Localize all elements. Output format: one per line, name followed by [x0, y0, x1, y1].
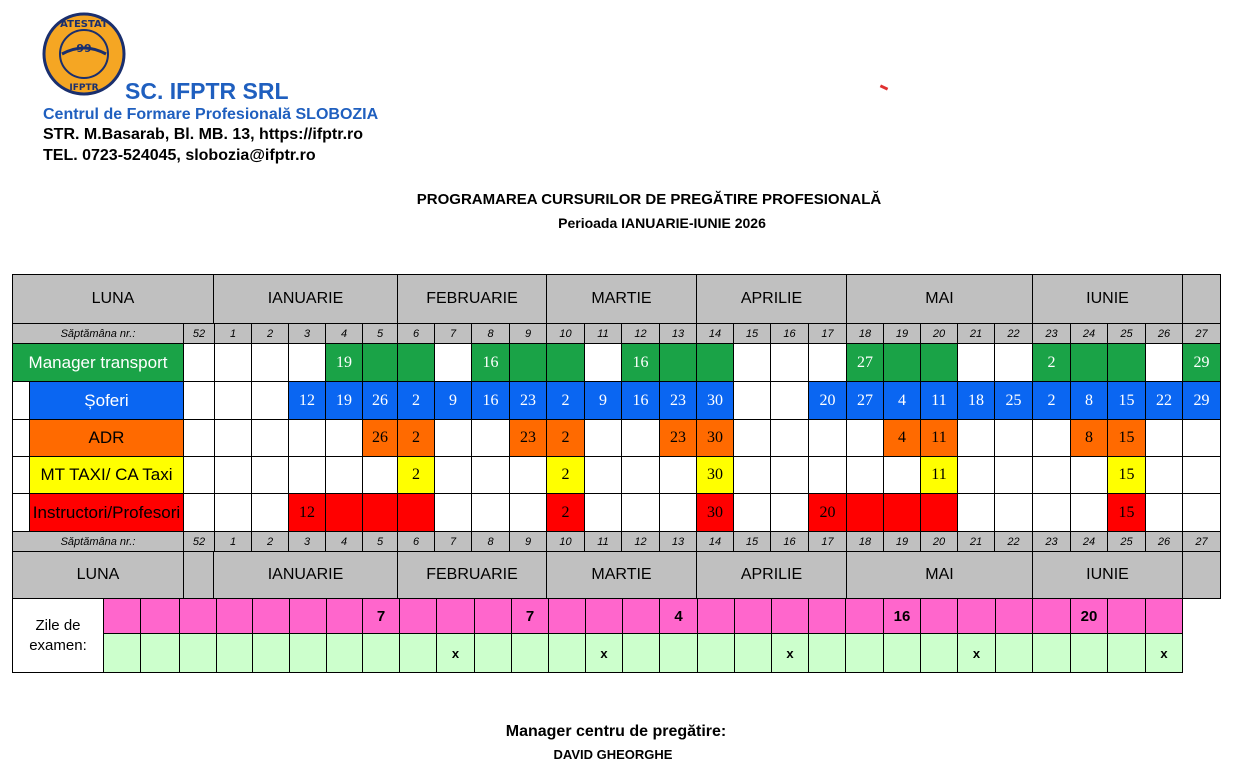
- schedule-cell: [510, 457, 547, 494]
- exam-day-cell: [180, 599, 217, 634]
- week-number-21: 21: [958, 324, 995, 344]
- row-label-adr: ADR: [30, 420, 184, 457]
- week-number-bottom-3: 3: [289, 532, 326, 552]
- week-number-bottom-23: 23: [1033, 532, 1071, 552]
- schedule-cell: [184, 382, 215, 420]
- exam-day-cell: [921, 599, 958, 634]
- exam-day-cell: [1108, 599, 1146, 634]
- schedule-cell: [622, 457, 660, 494]
- week-number-5: 5: [363, 324, 398, 344]
- week-number-bottom-26: 26: [1146, 532, 1183, 552]
- schedule-cell: [771, 457, 809, 494]
- week-number-bottom-1: 1: [215, 532, 252, 552]
- month-footer-spacer: [1183, 552, 1221, 599]
- schedule-cell: [921, 344, 958, 382]
- schedule-cell: [510, 344, 547, 382]
- schedule-cell: [995, 420, 1033, 457]
- exam-mark-cell: [698, 634, 735, 673]
- schedule-cell: [734, 420, 771, 457]
- schedule-cell: [622, 494, 660, 532]
- schedule-cell: [771, 494, 809, 532]
- schedule-cell: [435, 344, 472, 382]
- schedule-cell: [847, 457, 884, 494]
- exam-day-cell: 7: [363, 599, 400, 634]
- luna-footer: LUNA: [12, 552, 184, 599]
- schedule-cell: 23: [660, 420, 697, 457]
- exam-day-cell: [400, 599, 437, 634]
- month-header-spacer: [1183, 274, 1221, 324]
- schedule-cell: [771, 344, 809, 382]
- week-number-bottom-6: 6: [398, 532, 435, 552]
- month-footer-martie: MARTIE: [547, 552, 697, 599]
- exam-day-cell: 20: [1071, 599, 1108, 634]
- schedule-cell: [510, 494, 547, 532]
- schedule-cell: [884, 457, 921, 494]
- week-number-10: 10: [547, 324, 585, 344]
- week-number-bottom-2: 2: [252, 532, 289, 552]
- week-number-3: 3: [289, 324, 326, 344]
- schedule-cell: 8: [1071, 382, 1108, 420]
- week-number-bottom-9: 9: [510, 532, 547, 552]
- exam-mark-cell: [1071, 634, 1108, 673]
- exam-day-cell: [217, 599, 253, 634]
- schedule-cell: 11: [921, 457, 958, 494]
- week-number-bottom-8: 8: [472, 532, 510, 552]
- schedule-cell: [326, 494, 363, 532]
- schedule-cell: [289, 420, 326, 457]
- exam-mark-cell: [884, 634, 921, 673]
- exam-mark-cell: [253, 634, 290, 673]
- schedule-cell: [1108, 344, 1146, 382]
- address-line: STR. M.Basarab, Bl. MB. 13, https://ifptr.ro: [43, 126, 364, 143]
- exam-mark-cell: x: [586, 634, 623, 673]
- schedule-cell: [435, 420, 472, 457]
- schedule-cell: 16: [622, 382, 660, 420]
- schedule-cell: [472, 494, 510, 532]
- week-number-7: 7: [435, 324, 472, 344]
- exam-mark-cell: [623, 634, 660, 673]
- exam-mark-cell: [290, 634, 327, 673]
- week-number-bottom-19: 19: [884, 532, 921, 552]
- week-number-17: 17: [809, 324, 847, 344]
- week-number-bottom-17: 17: [809, 532, 847, 552]
- schedule-cell: 9: [435, 382, 472, 420]
- week-number-6: 6: [398, 324, 435, 344]
- schedule-cell: 16: [472, 344, 510, 382]
- schedule-cell: [1146, 344, 1183, 382]
- schedule-cell: [398, 494, 435, 532]
- row-label-instructori-profesori: Instructori/Profesori: [30, 494, 184, 532]
- schedule-cell: 12: [289, 382, 326, 420]
- schedule-cell: [958, 494, 995, 532]
- exam-day-cell: [104, 599, 141, 634]
- schedule-cell: [622, 420, 660, 457]
- luna-header: LUNA: [12, 274, 214, 324]
- exam-mark-cell: x: [772, 634, 809, 673]
- week-number-23: 23: [1033, 324, 1071, 344]
- exam-mark-cell: [1033, 634, 1071, 673]
- schedule-cell: [1146, 494, 1183, 532]
- schedule-cell: [215, 382, 252, 420]
- schedule-cell: 15: [1108, 457, 1146, 494]
- schedule-cell: [326, 457, 363, 494]
- logo-text-bottom: IFPTR: [69, 83, 99, 93]
- row-label-mt-taxi-ca-taxi: MT TAXI/ CA Taxi: [30, 457, 184, 494]
- exam-mark-cell: [475, 634, 512, 673]
- schedule-cell: 27: [847, 344, 884, 382]
- luna-footer-spacer: [184, 552, 214, 599]
- schedule-cell: 2: [547, 420, 585, 457]
- schedule-cell: [995, 494, 1033, 532]
- week-number-bottom-16: 16: [771, 532, 809, 552]
- schedule-cell: 26: [363, 382, 398, 420]
- row-indent: [12, 382, 30, 420]
- month-header-martie: MARTIE: [547, 274, 697, 324]
- schedule-cell: [734, 382, 771, 420]
- document-title: PROGRAMAREA CURSURILOR DE PREGĂTIRE PROFESIONALĂ: [416, 191, 882, 208]
- schedule-cell: [215, 344, 252, 382]
- week-number-26: 26: [1146, 324, 1183, 344]
- row-indent: [12, 457, 30, 494]
- week-number-bottom-24: 24: [1071, 532, 1108, 552]
- schedule-cell: [289, 344, 326, 382]
- schedule-cell: 23: [510, 420, 547, 457]
- phone-line: TEL. 0723-524045, slobozia@ifptr.ro: [43, 147, 316, 164]
- schedule-cell: [734, 344, 771, 382]
- schedule-cell: [660, 457, 697, 494]
- week-number-15: 15: [734, 324, 771, 344]
- exam-mark-cell: [180, 634, 217, 673]
- exam-day-cell: [623, 599, 660, 634]
- schedule-cell: 20: [809, 494, 847, 532]
- exam-mark-cell: [217, 634, 253, 673]
- schedule-cell: 11: [921, 382, 958, 420]
- exam-mark-cell: [660, 634, 698, 673]
- schedule-cell: [809, 420, 847, 457]
- week-number-11: 11: [585, 324, 622, 344]
- week-number-16: 16: [771, 324, 809, 344]
- week-number-bottom-15: 15: [734, 532, 771, 552]
- week-number-8: 8: [472, 324, 510, 344]
- exam-day-cell: [253, 599, 290, 634]
- schedule-cell: [697, 344, 734, 382]
- schedule-cell: [734, 494, 771, 532]
- week-number-18: 18: [847, 324, 884, 344]
- schedule-cell: [215, 494, 252, 532]
- training-center-name: Centrul de Formare Profesională SLOBOZIA: [43, 106, 379, 123]
- schedule-cell: [585, 457, 622, 494]
- schedule-cell: [884, 494, 921, 532]
- schedule-cell: [1146, 420, 1183, 457]
- month-header-iunie: IUNIE: [1033, 274, 1183, 324]
- schedule-cell: [326, 420, 363, 457]
- week-number-22: 22: [995, 324, 1033, 344]
- month-header-februarie: FEBRUARIE: [398, 274, 547, 324]
- exam-mark-cell: [846, 634, 884, 673]
- schedule-cell: [847, 494, 884, 532]
- schedule-cell: 11: [921, 420, 958, 457]
- exam-day-cell: [290, 599, 327, 634]
- exam-day-cell: [327, 599, 363, 634]
- week-number-4: 4: [326, 324, 363, 344]
- schedule-cell: 23: [660, 382, 697, 420]
- week-number-bottom-label: Săptămâna nr.:: [12, 532, 184, 552]
- schedule-cell: [184, 494, 215, 532]
- schedule-cell: 23: [510, 382, 547, 420]
- month-footer-iunie: IUNIE: [1033, 552, 1183, 599]
- month-header-aprilie: APRILIE: [697, 274, 847, 324]
- schedule-cell: [1033, 494, 1071, 532]
- schedule-cell: [252, 494, 289, 532]
- schedule-cell: 27: [847, 382, 884, 420]
- manager-label: Manager centru de pregătire:: [505, 723, 727, 740]
- schedule-cell: 25: [995, 382, 1033, 420]
- schedule-cell: 26: [363, 420, 398, 457]
- schedule-cell: [995, 457, 1033, 494]
- exam-day-cell: [549, 599, 586, 634]
- week-number-bottom-14: 14: [697, 532, 734, 552]
- exam-day-cell: [772, 599, 809, 634]
- schedule-cell: 30: [697, 420, 734, 457]
- schedule-cell: [958, 420, 995, 457]
- schedule-cell: 18: [958, 382, 995, 420]
- exam-day-cell: [846, 599, 884, 634]
- schedule-cell: 15: [1108, 494, 1146, 532]
- schedule-cell: 2: [398, 382, 435, 420]
- schedule-cell: [215, 457, 252, 494]
- schedule-cell: [809, 344, 847, 382]
- week-number-13: 13: [660, 324, 697, 344]
- row-label--oferi: Șoferi: [30, 382, 184, 420]
- exam-days-label: [12, 599, 104, 673]
- schedule-cell: [252, 420, 289, 457]
- exam-mark-cell: x: [437, 634, 475, 673]
- week-number-9: 9: [510, 324, 547, 344]
- exam-day-cell: 16: [884, 599, 921, 634]
- logo-text-top: ATESTAT: [60, 19, 108, 30]
- schedule-cell: [252, 457, 289, 494]
- schedule-cell: 30: [697, 457, 734, 494]
- schedule-cell: [771, 382, 809, 420]
- schedule-cell: [660, 344, 697, 382]
- exam-day-cell: [958, 599, 996, 634]
- week-number-bottom-5: 5: [363, 532, 398, 552]
- schedule-cell: [958, 457, 995, 494]
- week-number-bottom-25: 25: [1108, 532, 1146, 552]
- week-number-14: 14: [697, 324, 734, 344]
- exam-label-line1: Zile de: [35, 616, 81, 634]
- schedule-cell: 8: [1071, 420, 1108, 457]
- schedule-cell: [472, 420, 510, 457]
- exam-mark-cell: [1108, 634, 1146, 673]
- exam-day-cell: [475, 599, 512, 634]
- schedule-cell: [921, 494, 958, 532]
- exam-mark-cell: x: [1146, 634, 1183, 673]
- exam-mark-cell: [549, 634, 586, 673]
- exam-day-cell: [698, 599, 735, 634]
- schedule-cell: [184, 420, 215, 457]
- schedule-cell: [1071, 344, 1108, 382]
- exam-day-cell: 7: [512, 599, 549, 634]
- exam-day-cell: [141, 599, 180, 634]
- week-number-25: 25: [1108, 324, 1146, 344]
- schedule-cell: [771, 420, 809, 457]
- schedule-cell: 4: [884, 382, 921, 420]
- exam-mark-cell: [996, 634, 1033, 673]
- exam-day-cell: [1033, 599, 1071, 634]
- schedule-cell: 29: [1183, 344, 1221, 382]
- schedule-cell: [289, 457, 326, 494]
- exam-day-cell: [586, 599, 623, 634]
- schedule-cell: [995, 344, 1033, 382]
- schedule-cell: [252, 344, 289, 382]
- month-footer-ianuarie: IANUARIE: [214, 552, 398, 599]
- schedule-cell: [363, 457, 398, 494]
- schedule-cell: 12: [289, 494, 326, 532]
- week-number-19: 19: [884, 324, 921, 344]
- month-footer-mai: MAI: [847, 552, 1033, 599]
- schedule-cell: [734, 457, 771, 494]
- week-number-bottom-7: 7: [435, 532, 472, 552]
- exam-day-cell: [735, 599, 772, 634]
- week-number-20: 20: [921, 324, 958, 344]
- schedule-cell: 2: [547, 457, 585, 494]
- week-number-bottom-52: 52: [184, 532, 215, 552]
- schedule-cell: [363, 494, 398, 532]
- schedule-cell: [184, 457, 215, 494]
- week-number-bottom-13: 13: [660, 532, 697, 552]
- exam-mark-cell: [512, 634, 549, 673]
- schedule-cell: 19: [326, 344, 363, 382]
- logo-text-mid: 99: [76, 42, 92, 55]
- schedule-cell: [435, 457, 472, 494]
- exam-mark-cell: [921, 634, 958, 673]
- month-header-mai: MAI: [847, 274, 1033, 324]
- schedule-cell: [660, 494, 697, 532]
- schedule-cell: 2: [398, 420, 435, 457]
- schedule-cell: [1033, 420, 1071, 457]
- schedule-cell: 2: [547, 494, 585, 532]
- week-number-52: 52: [184, 324, 215, 344]
- schedule-cell: [398, 344, 435, 382]
- schedule-cell: 16: [622, 344, 660, 382]
- week-number-bottom-10: 10: [547, 532, 585, 552]
- week-number-24: 24: [1071, 324, 1108, 344]
- month-footer-februarie: FEBRUARIE: [398, 552, 547, 599]
- schedule-cell: [884, 344, 921, 382]
- exam-mark-cell: [363, 634, 400, 673]
- week-number-label: Săptămâna nr.:: [12, 324, 184, 344]
- exam-mark-cell: [327, 634, 363, 673]
- schedule-cell: 29: [1183, 382, 1221, 420]
- week-number-27: 27: [1183, 324, 1221, 344]
- schedule-cell: 19: [326, 382, 363, 420]
- exam-mark-cell: [400, 634, 437, 673]
- row-label-manager-transport: Manager transport: [12, 344, 184, 382]
- schedule-cell: [585, 494, 622, 532]
- schedule-cell: [847, 420, 884, 457]
- exam-mark-cell: [735, 634, 772, 673]
- exam-day-cell: [1146, 599, 1183, 634]
- schedule-cell: 15: [1108, 420, 1146, 457]
- schedule-cell: 4: [884, 420, 921, 457]
- schedule-cell: [958, 344, 995, 382]
- schedule-cell: [215, 420, 252, 457]
- week-number-1: 1: [215, 324, 252, 344]
- schedule-cell: [1071, 457, 1108, 494]
- schedule-cell: [809, 457, 847, 494]
- schedule-cell: 2: [398, 457, 435, 494]
- exam-day-cell: [437, 599, 475, 634]
- week-number-bottom-18: 18: [847, 532, 884, 552]
- manager-name: DAVID GHEORGHE: [553, 747, 673, 762]
- schedule-cell: 16: [472, 382, 510, 420]
- week-number-12: 12: [622, 324, 660, 344]
- exam-mark-cell: [104, 634, 141, 673]
- exam-day-cell: [809, 599, 846, 634]
- week-number-bottom-22: 22: [995, 532, 1033, 552]
- schedule-cell: [472, 457, 510, 494]
- week-number-bottom-20: 20: [921, 532, 958, 552]
- row-indent: [12, 420, 30, 457]
- company-name: SC. IFPTR SRL: [125, 78, 289, 104]
- week-number-bottom-27: 27: [1183, 532, 1221, 552]
- week-number-bottom-21: 21: [958, 532, 995, 552]
- schedule-cell: [1146, 457, 1183, 494]
- month-header-ianuarie: IANUARIE: [214, 274, 398, 324]
- exam-day-cell: [996, 599, 1033, 634]
- schedule-cell: 9: [585, 382, 622, 420]
- schedule-cell: 20: [809, 382, 847, 420]
- week-number-bottom-4: 4: [326, 532, 363, 552]
- document-period: Perioada IANUARIE-IUNIE 2026: [558, 215, 766, 231]
- week-number-bottom-11: 11: [585, 532, 622, 552]
- schedule-cell: 15: [1108, 382, 1146, 420]
- exam-mark-cell: x: [958, 634, 996, 673]
- schedule-cell: 30: [697, 382, 734, 420]
- schedule-cell: [1183, 457, 1221, 494]
- month-footer-aprilie: APRILIE: [697, 552, 847, 599]
- schedule-cell: [547, 344, 585, 382]
- exam-mark-cell: [141, 634, 180, 673]
- schedule-cell: 2: [1033, 382, 1071, 420]
- row-indent: [12, 494, 30, 532]
- schedule-cell: [1033, 457, 1071, 494]
- schedule-cell: [435, 494, 472, 532]
- exam-mark-cell: [809, 634, 846, 673]
- week-number-bottom-12: 12: [622, 532, 660, 552]
- schedule-cell: [1071, 494, 1108, 532]
- schedule-cell: [184, 344, 215, 382]
- week-number-2: 2: [252, 324, 289, 344]
- schedule-cell: [252, 382, 289, 420]
- schedule-cell: 22: [1146, 382, 1183, 420]
- exam-label-line2: examen:: [29, 636, 87, 654]
- schedule-cell: [1183, 420, 1221, 457]
- schedule-cell: 30: [697, 494, 734, 532]
- schedule-cell: [585, 344, 622, 382]
- schedule-cell: 2: [547, 382, 585, 420]
- exam-day-cell: 4: [660, 599, 698, 634]
- schedule-cell: [585, 420, 622, 457]
- schedule-cell: 2: [1033, 344, 1071, 382]
- schedule-cell: [1183, 494, 1221, 532]
- schedule-cell: [363, 344, 398, 382]
